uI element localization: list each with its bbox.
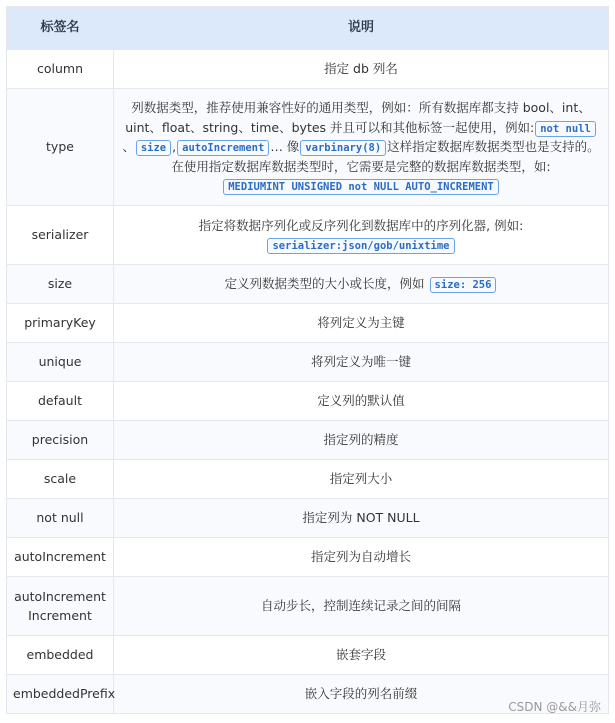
gorm-tag-table <box>6 6 609 714</box>
tag-cell: not null <box>7 499 114 538</box>
desc-text: 指定将数据序列化或反序列化到数据库中的序列化器, 例如: <box>198 217 524 233</box>
desc-cell <box>114 265 609 304</box>
inline-code: serializer:json/gob/unixtime <box>267 238 454 254</box>
desc-text: … 像 <box>270 139 300 155</box>
desc-cell: 嵌入字段的列名前缀 <box>114 675 609 714</box>
table-row <box>7 206 609 265</box>
table-row <box>7 499 609 538</box>
table-header <box>7 7 609 50</box>
desc-cell: 指定列为 NOT NULL <box>114 499 609 538</box>
desc-cell: 自动步长，控制连续记录之间的间隔 <box>114 577 609 636</box>
table-row <box>7 577 609 636</box>
desc-cell: 指定 db 列名 <box>114 50 609 89</box>
desc-cell: 定义列的默认值 <box>114 382 609 421</box>
header-description: 说明 <box>114 7 609 50</box>
tag-cell: column <box>7 50 114 89</box>
desc-text: 列数据类型，推荐使用兼容性好的通用类型，例如：所有数据库都支持 bool、int、uint、float、string、time、bytes 并且可以和其他标签一起使用，例如: <box>125 100 591 135</box>
desc-cell: 指定列为自动增长 <box>114 538 609 577</box>
table-row <box>7 538 609 577</box>
table-row <box>7 304 609 343</box>
desc-text: , <box>172 139 177 155</box>
tag-cell: precision <box>7 421 114 460</box>
table-row <box>7 265 609 304</box>
tag-cell: scale <box>7 460 114 499</box>
table-row <box>7 460 609 499</box>
inline-code: varbinary(8) <box>300 140 386 156</box>
desc-text: 这样指定数据库数据类型也是支持的。在使用指定数据库数据类型时，它需要是完整的数据库数据类型，如: <box>171 139 600 174</box>
desc-cell <box>114 89 609 206</box>
desc-cell: 指定列的精度 <box>114 421 609 460</box>
inline-code: MEDIUMINT UNSIGNED not NULL AUTO_INCREMENT <box>223 179 499 195</box>
csdn-watermark: CSDN @&&月弥 <box>508 700 601 714</box>
tag-cell: embeddedPrefix <box>7 675 114 714</box>
inline-code: size: 256 <box>430 277 497 293</box>
header-tag-name: 标签名 <box>7 7 114 50</box>
tag-cell: serializer <box>7 206 114 265</box>
tag-cell: embedded <box>7 636 114 675</box>
desc-cell <box>114 206 609 265</box>
tag-cell: type <box>7 89 114 206</box>
desc-cell: 将列定义为主键 <box>114 304 609 343</box>
table-row <box>7 343 609 382</box>
inline-code: not null <box>535 121 596 137</box>
tag-cell: default <box>7 382 114 421</box>
desc-text: 、 <box>122 139 135 155</box>
tag-cell: size <box>7 265 114 304</box>
inline-code: size <box>136 140 171 156</box>
inline-code: autoIncrement <box>177 140 269 156</box>
desc-text: 定义列数据类型的大小或长度，例如 <box>224 276 425 292</box>
tag-cell: unique <box>7 343 114 382</box>
table-row <box>7 636 609 675</box>
header-row <box>7 7 609 50</box>
tag-cell: autoIncrement <box>7 538 114 577</box>
tag-cell: primaryKey <box>7 304 114 343</box>
desc-cell: 指定列大小 <box>114 460 609 499</box>
desc-cell: 嵌套字段 <box>114 636 609 675</box>
desc-cell: 将列定义为唯一键 <box>114 343 609 382</box>
table-row <box>7 50 609 89</box>
tag-cell: autoIncrementIncrement <box>7 577 114 636</box>
table-row <box>7 382 609 421</box>
table-row <box>7 421 609 460</box>
table-row <box>7 89 609 206</box>
